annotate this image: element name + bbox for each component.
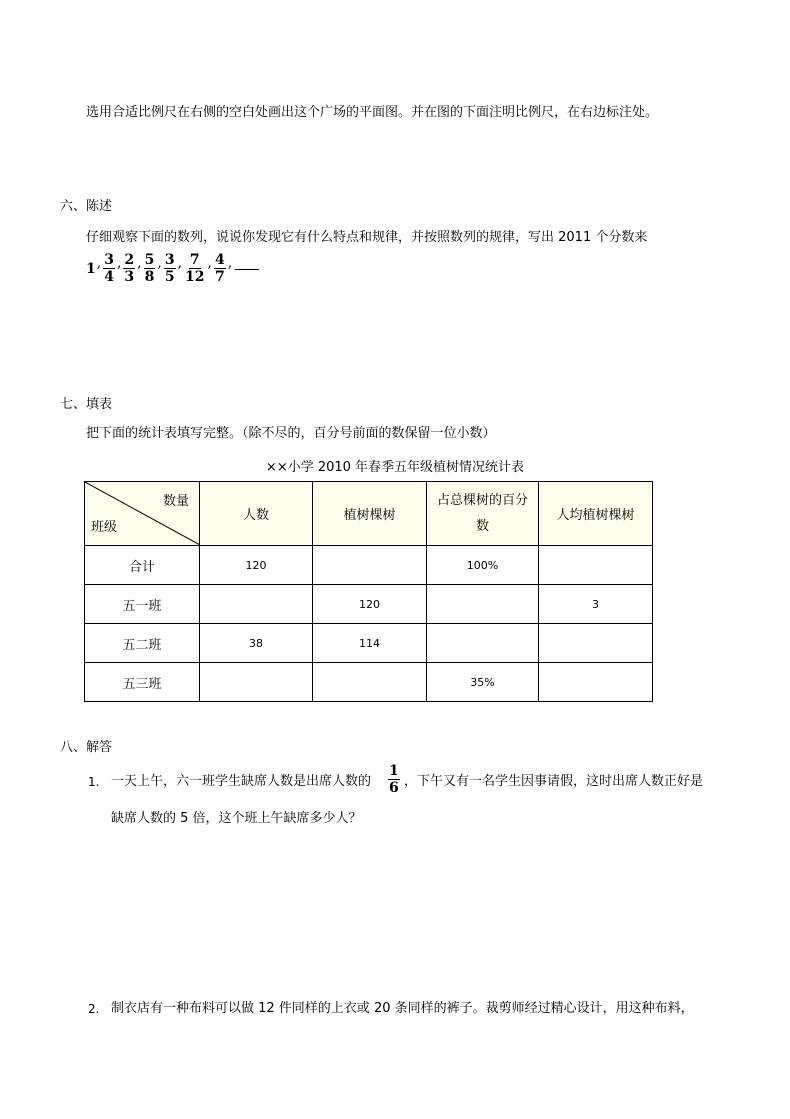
question-1-text-part2: ，下午又有一名学生因事请假，这时出席人数正好是: [404, 774, 704, 789]
table-cell[interactable]: 3: [539, 585, 653, 624]
question-1-number: 1.: [88, 775, 100, 789]
row-label: 五三班: [85, 663, 200, 702]
section-7-prompt: 把下面的统计表填写完整。（除不尽的，百分号前面的数保留一位小数）: [86, 426, 496, 441]
table-cell[interactable]: [313, 663, 427, 702]
table-cell[interactable]: 120: [313, 585, 427, 624]
column-header: 人数: [200, 482, 313, 546]
question-2-number: 2.: [88, 1002, 100, 1016]
sequence-first: 1: [86, 260, 96, 277]
table-title: ××小学 2010 年春季五年级植树情况统计表: [265, 460, 525, 475]
sequence-separator: ,: [227, 255, 233, 271]
column-header: 人均植树棵树: [539, 482, 653, 546]
sequence-separator: ,: [207, 255, 212, 271]
table-cell[interactable]: 120: [200, 546, 313, 585]
table-row: [85, 624, 653, 663]
table-cell[interactable]: [200, 663, 313, 702]
corner-label-top: 数量: [162, 494, 189, 509]
corner-header-cell: [85, 482, 200, 546]
table-cell[interactable]: 38: [200, 624, 313, 663]
table-cell[interactable]: [539, 663, 653, 702]
question-2-text: 制衣店有一种布料可以做 12 件同样的上衣或 20 条同样的裤子。裁剪师经过精心设计，用这种布料，: [111, 1001, 694, 1016]
table-cell[interactable]: [539, 624, 653, 663]
table-row: [85, 663, 653, 702]
section-6-prompt: 仔细观察下面的数列，说说你发现它有什么特点和规律，并按照数列的规律，写出 2011 个分数来: [86, 230, 648, 245]
table-cell[interactable]: [200, 585, 313, 624]
sequence-separator: ,: [157, 255, 162, 271]
table-cell[interactable]: 35%: [427, 663, 539, 702]
sequence-separator: ,: [137, 255, 142, 271]
column-header: 占总棵树的百分数: [427, 482, 539, 546]
sequence-fraction: $\frac{2}{3}$: [124, 252, 135, 285]
question-1-text-part1: 一天上午，六一班学生缺席人数是出席人数的: [111, 774, 372, 789]
fraction-sequence: [86, 252, 259, 285]
sequence-fraction: $\frac{3}{4}$: [104, 252, 114, 285]
sequence-separator: ,: [177, 255, 183, 271]
table-cell[interactable]: [427, 585, 539, 624]
question-1-line-2: 缺席人数的 5 倍，这个班上午缺席多少人？: [111, 811, 362, 826]
sequence-separator: ,: [116, 255, 122, 271]
row-label: 五二班: [85, 624, 200, 663]
section-8-heading: 八、解答: [60, 740, 113, 755]
section-6-heading: 六、陈述: [60, 199, 113, 214]
sequence-fraction: $\frac{3}{5}$: [164, 252, 175, 285]
sequence-blank: [235, 268, 259, 270]
statistics-table: [84, 481, 653, 702]
section-7-heading: 七、填表: [60, 397, 113, 412]
sequence-separator: ,: [96, 255, 102, 271]
corner-label-bottom: 班级: [91, 520, 118, 535]
column-header: 植树棵树: [313, 482, 427, 546]
intro-line: 选用合适比例尺在右侧的空白处画出这个广场的平面图。并在图的下面注明比例尺，在右边标注处。: [86, 105, 659, 120]
row-label: 合计: [85, 546, 200, 585]
table-row: [85, 585, 653, 624]
sequence-fraction: $\frac{7}{12}$: [185, 252, 205, 285]
table-cell[interactable]: [539, 546, 653, 585]
table-cell[interactable]: [313, 546, 427, 585]
sequence-fraction: $\frac{5}{8}$: [144, 252, 155, 285]
question-1-fraction: $\frac{1}{6}$: [389, 763, 399, 796]
sequence-fraction: $\frac{4}{7}$: [214, 252, 225, 285]
row-label: 五一班: [85, 585, 200, 624]
table-header-row: [85, 482, 653, 546]
table-cell[interactable]: [427, 624, 539, 663]
table-row: [85, 546, 653, 585]
table-cell[interactable]: 114: [313, 624, 427, 663]
table-cell[interactable]: 100%: [427, 546, 539, 585]
